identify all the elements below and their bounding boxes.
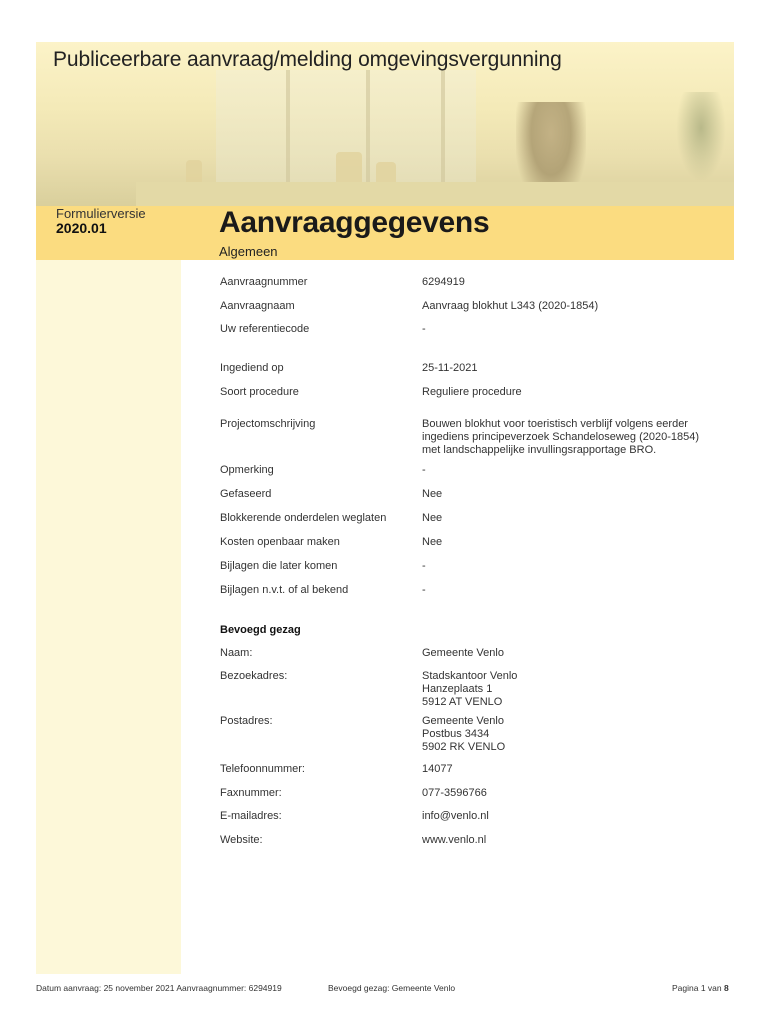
field-label-gefaseerd: Gefaseerd: [220, 488, 272, 500]
authority-value-website[interactable]: www.venlo.nl: [422, 834, 487, 846]
field-label-kosten-openbaar: Kosten openbaar maken: [220, 536, 340, 548]
field-value-aanvraagnummer: 6294919: [422, 276, 465, 288]
authority-value-email[interactable]: info@venlo.nl: [422, 810, 489, 822]
banner-window-pane: [441, 70, 445, 190]
section-title: Aanvraaggegevens: [219, 206, 490, 239]
authority-value-bezoekadres: Stadskantoor Venlo Hanzeplaats 1 5912 AT VENLO: [422, 670, 518, 708]
field-value-gefaseerd: Nee: [422, 488, 443, 500]
banner-jar-shape: [336, 152, 362, 186]
field-value-kosten-openbaar: Nee: [422, 536, 443, 548]
footer-page-number: [672, 983, 729, 993]
field-value-bijlagen-nvt: -: [422, 584, 426, 596]
field-value-referentiecode: -: [422, 323, 426, 335]
authority-value-telefoon: 14077: [422, 763, 453, 775]
authority-label-fax: Faxnummer:: [220, 787, 282, 799]
footer-authority: Bevoegd gezag: Gemeente Venlo: [328, 983, 456, 993]
field-value-aanvraagnaam: Aanvraag blokhut L343 (2020-1854): [422, 300, 599, 312]
authority-label-telefoon: Telefoonnummer:: [220, 763, 305, 775]
banner-plant-shape: [676, 92, 726, 182]
banner-window-pane: [286, 70, 290, 190]
form-version-value: 2020.01: [56, 220, 107, 236]
field-label-aanvraagnaam: Aanvraagnaam: [220, 300, 295, 312]
field-label-bijlagen-nvt: Bijlagen n.v.t. of al bekend: [220, 584, 349, 596]
form-version-label: Formulierversie: [56, 206, 146, 221]
section-subtitle: Algemeen: [219, 244, 278, 259]
field-value-bijlagen-later: -: [422, 560, 426, 572]
field-label-projectomschrijving: Projectomschrijving: [220, 418, 316, 430]
field-value-blokkerende-onderdelen: Nee: [422, 512, 443, 524]
authority-value-postadres: Gemeente Venlo Postbus 3434 5902 RK VENLO: [422, 715, 506, 753]
field-label-blokkerende-onderdelen: Blokkerende onderdelen weglaten: [220, 512, 387, 524]
authority-label-website: Website:: [220, 834, 263, 846]
field-value-projectomschrijving: Bouwen blokhut voor toeristisch verblijf volgens eerder ingediens principeverzoek Schandeloseweg (2020-1854) met landschappelijke invullingsrapportage BRO.: [422, 418, 700, 456]
authority-value-naam: Gemeente Venlo: [422, 647, 504, 659]
document-title: Publiceerbare aanvraag/melding omgevingsvergunning: [53, 48, 562, 71]
authority-label-naam: Naam:: [220, 647, 253, 659]
field-value-ingediend-op: 25-11-2021: [422, 362, 478, 374]
authority-label-bezoekadres: Bezoekadres:: [220, 670, 288, 682]
authority-label-email: E-mailadres:: [220, 810, 282, 822]
footer-page-prefix: Pagina 1 van: [672, 983, 722, 993]
banner-table-shape: [136, 182, 734, 206]
field-label-ingediend-op: Ingediend op: [220, 362, 284, 374]
field-label-bijlagen-later: Bijlagen die later komen: [220, 560, 338, 572]
authority-label-postadres: Postadres:: [220, 715, 273, 727]
field-value-opmerking: -: [422, 464, 426, 476]
field-label-opmerking: Opmerking: [220, 464, 274, 476]
footer-request-info: Datum aanvraag: 25 november 2021 Aanvraagnummer: 6294919: [36, 983, 282, 993]
authority-heading: Bevoegd gezag: [220, 624, 301, 636]
field-label-aanvraagnummer: Aanvraagnummer: [220, 276, 308, 288]
field-value-soort-procedure: Reguliere procedure: [422, 386, 522, 398]
field-label-referentiecode: Uw referentiecode: [220, 323, 310, 335]
banner-window-pane: [366, 70, 370, 190]
field-label-soort-procedure: Soort procedure: [220, 386, 299, 398]
footer-page-total: 8: [724, 983, 729, 993]
authority-value-fax: 077-3596766: [422, 787, 487, 799]
